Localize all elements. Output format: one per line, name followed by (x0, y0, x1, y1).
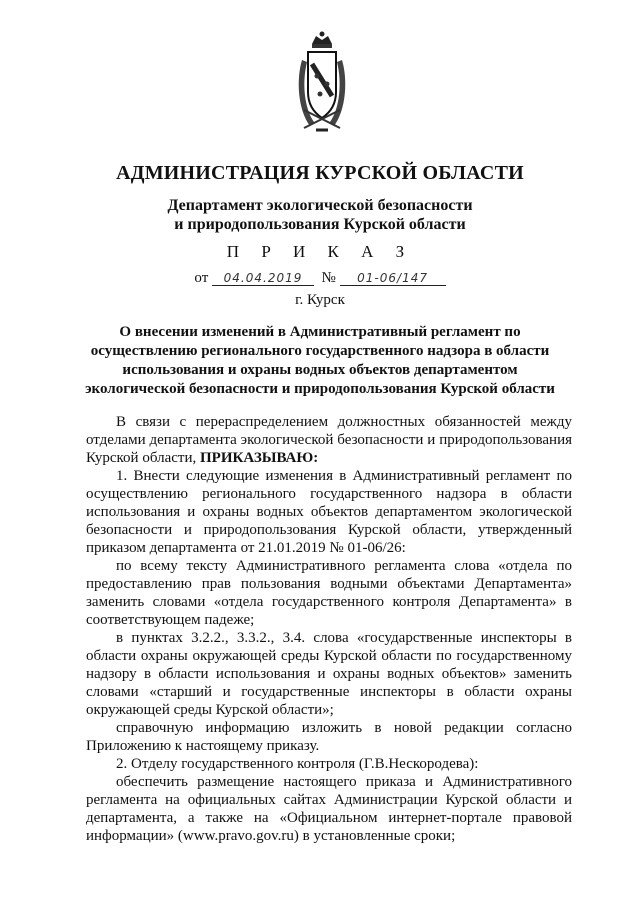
city: г. Курск (295, 292, 345, 308)
date-value: 04.04.2019 (212, 271, 314, 286)
paragraph-item-2: 2. Отделу государственного контроля (Г.В.Нескородева): (116, 756, 479, 772)
subject-line-4: экологической безопасности и природопользования Курской области (85, 381, 555, 397)
document-type: П Р И К А З (226, 242, 414, 261)
subject-line-1: О внесении изменений в Административный регламент по (119, 324, 521, 340)
subject-line-2: осуществлению регионального государственного надзора в области (90, 343, 550, 359)
organization-title: АДМИНИСТРАЦИЯ КУРСКОЙ ОБЛАСТИ (116, 162, 524, 184)
paragraph-item-1-change-1: по всему тексту Административного регламента слова «отдела по предоставлению прав пользования водными объектами Департамента» заменить словами «отдела государственного контроля Департамента» в соответствующем падеже; (86, 558, 572, 628)
order-keyword: ПРИКАЗЫВАЮ: (199, 450, 319, 466)
paragraph-item-1: 1. Внести следующие изменения в Административный регламент по осуществлению регионального государственного надзора в области использования и охраны водных объектов департаментом экологической безопасности и природопользования Курской области, утвержденный приказом департамента от 21.01.2019 № 01-06/26: (86, 468, 572, 556)
department-name (0, 196, 640, 234)
date-number-line (0, 270, 640, 287)
paragraph-item-1-change-2: в пунктах 3.2.2., 3.3.2., 3.4. слова «государственные инспекторы в области охраны окружающей среды Курской области по государственному надзору в области использования и охраны водных объектов» заменить словами «старший и государственные инспекторы в области охраны окружающей среды Курской области»; (86, 630, 572, 718)
paragraph-item-1-change-3: справочную информацию изложить в новой редакции согласно Приложению к настоящему приказу. (86, 720, 572, 754)
department-name-line-1: Департамент экологической безопасности (167, 197, 473, 214)
document-body (86, 413, 572, 845)
number-value: 01-06/147 (340, 271, 446, 286)
department-name-line-2: и природопользования Курской области (174, 216, 466, 233)
kursk-coat-of-arms-icon (290, 30, 354, 136)
paragraph-item-2-task: обеспечить размещение настоящего приказа и Административного регламента на официальных сайтах Администрации Курской области и департамента, а также на «Официальном интернет-портале правовой информации» (www.pravo.gov.ru) в установленные сроки; (86, 774, 572, 844)
number-prefix: № (321, 270, 336, 286)
paragraph-preamble (86, 413, 572, 467)
preamble-text: В связи с перераспределением должностных обязанностей между отделами департамента экологической безопасности и природопользования Курской области, (86, 414, 572, 466)
subject-line-3: использования и охраны водных объектов департаментом (122, 362, 518, 378)
date-prefix: от (194, 270, 209, 286)
document-subject (0, 323, 640, 399)
